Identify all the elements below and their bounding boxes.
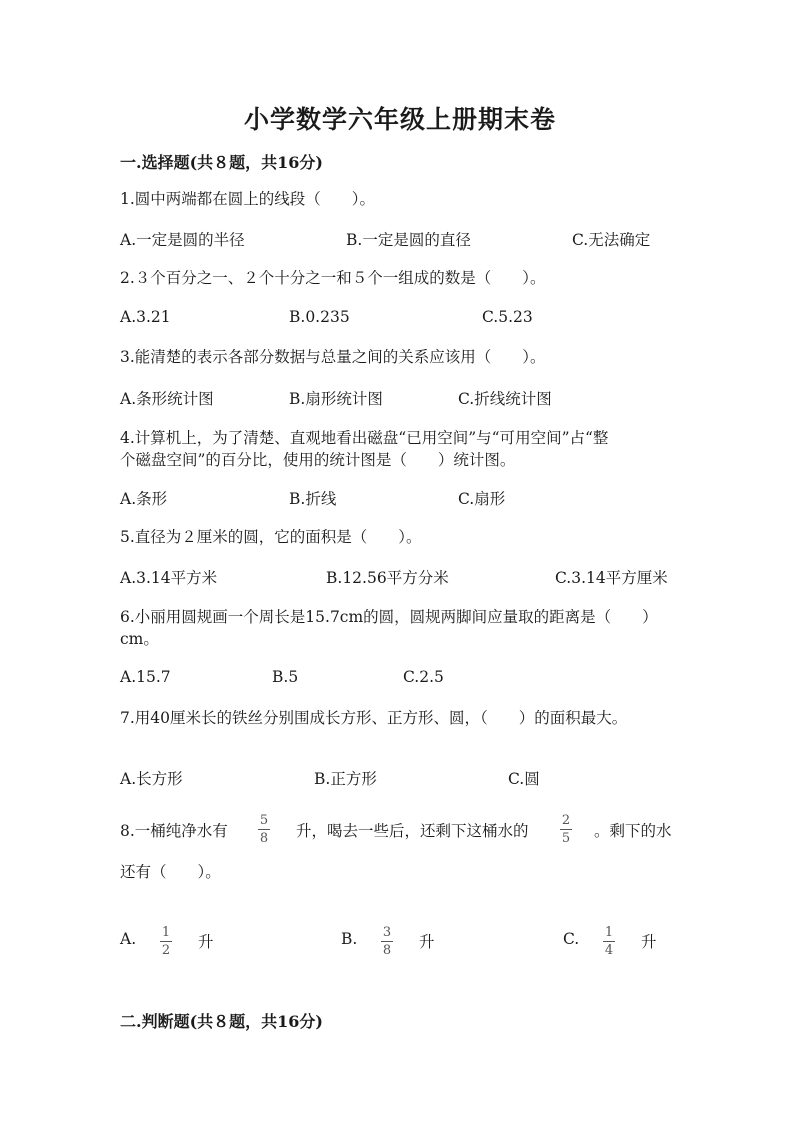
question-7-stem: 7.用40厘米长的铁丝分别围成长方形、正方形、圆，（ ）的面积最大。 bbox=[120, 709, 628, 727]
question-2-option-c: C.5.23 bbox=[482, 308, 533, 326]
question-5-option-b: B.12.56平方分米 bbox=[326, 569, 449, 587]
question-8-stem-part-b: 升，喝去一些后，还剩下这桶水的 bbox=[296, 822, 529, 840]
question-8-stem-part-a: 8.一桶纯净水有 bbox=[120, 822, 228, 840]
question-4-stem-line-1: 4.计算机上，为了清楚、直观地看出磁盘“已用空间”与“可用空间”占“整 bbox=[120, 429, 609, 447]
question-8-stem-part-c: 。剩下的水 bbox=[594, 822, 672, 840]
question-3-option-b: B.扇形统计图 bbox=[289, 390, 383, 408]
question-8-option-a-label: A. bbox=[120, 930, 137, 948]
fraction-bar bbox=[160, 941, 172, 942]
question-3-option-a: A.条形统计图 bbox=[120, 390, 214, 408]
fraction-bar bbox=[603, 941, 615, 942]
question-8-fraction-2 bbox=[560, 813, 572, 846]
question-8-option-a-fraction bbox=[160, 925, 172, 958]
fraction-denominator: 2 bbox=[161, 943, 171, 958]
question-2-option-a: A.3.21 bbox=[120, 308, 171, 326]
fraction-bar bbox=[560, 829, 572, 830]
question-8-option-c-label: C. bbox=[563, 930, 580, 948]
fraction-numerator: 1 bbox=[161, 925, 171, 940]
fraction-numerator: 2 bbox=[561, 813, 571, 828]
question-8-option-c-fraction bbox=[603, 925, 615, 958]
question-1-option-a: A.一定是圆的半径 bbox=[120, 231, 245, 249]
fraction-denominator: 8 bbox=[382, 943, 392, 958]
question-7-option-a: A.长方形 bbox=[120, 770, 183, 788]
question-1-option-b: B.一定是圆的直径 bbox=[346, 231, 471, 249]
question-8-option-b-label: B. bbox=[341, 930, 358, 948]
fraction-denominator: 4 bbox=[604, 943, 614, 958]
fraction-denominator: 8 bbox=[259, 831, 269, 846]
question-8-fraction-1 bbox=[258, 813, 270, 846]
page-title: 小学数学六年级上册期末卷 bbox=[243, 105, 556, 134]
question-3-option-c: C.折线统计图 bbox=[458, 390, 552, 408]
question-6-stem-line-1: 6.小丽用圆规画一个周长是15.7cm的圆，圆规两脚间应量取的距离是（ ） bbox=[120, 608, 658, 626]
question-6-option-a: A.15.7 bbox=[120, 668, 171, 686]
question-8-option-b-fraction bbox=[381, 925, 393, 958]
question-6-option-c: C.2.5 bbox=[403, 668, 444, 686]
question-3-stem: 3.能清楚的表示各部分数据与总量之间的关系应该用（ ）。 bbox=[120, 348, 546, 366]
fraction-numerator: 3 bbox=[382, 925, 392, 940]
question-2-option-b: B.0.235 bbox=[289, 308, 350, 326]
question-6-stem-line-2: cm。 bbox=[120, 630, 159, 648]
question-4-option-c: C.扇形 bbox=[458, 490, 506, 508]
fraction-denominator: 5 bbox=[561, 831, 571, 846]
question-8-option-b-unit: 升 bbox=[419, 933, 435, 951]
section-heading-choice: 一.选择题(共８题，共16分) bbox=[120, 153, 323, 172]
question-7-option-b: B.正方形 bbox=[314, 770, 377, 788]
question-8-option-c-unit: 升 bbox=[641, 933, 657, 951]
fraction-bar bbox=[258, 829, 270, 830]
question-8-stem-line-2: 还有（ ）。 bbox=[120, 863, 221, 881]
question-8-option-a-unit: 升 bbox=[198, 933, 214, 951]
question-5-option-a: A.3.14平方米 bbox=[120, 569, 218, 587]
question-4-stem-line-2: 个磁盘空间”的百分比，使用的统计图是（ ）统计图。 bbox=[120, 451, 516, 469]
question-1-stem: 1.圆中两端都在圆上的线段（ ）。 bbox=[120, 190, 376, 208]
question-4-option-a: A.条形 bbox=[120, 490, 168, 508]
section-heading-judgment: 二.判断题(共８题，共16分) bbox=[120, 1012, 323, 1031]
question-4-option-b: B.折线 bbox=[289, 490, 337, 508]
question-5-stem: 5.直径为２厘米的圆，它的面积是（ ）。 bbox=[120, 528, 422, 546]
fraction-numerator: 1 bbox=[604, 925, 614, 940]
fraction-numerator: 5 bbox=[259, 813, 269, 828]
question-2-stem: 2.３个百分之一、２个十分之一和５个一组成的数是（ ）。 bbox=[120, 269, 546, 287]
question-6-option-b: B.5 bbox=[272, 668, 299, 686]
fraction-bar bbox=[381, 941, 393, 942]
question-5-option-c: C.3.14平方厘米 bbox=[555, 569, 668, 587]
question-1-option-c: C.无法确定 bbox=[572, 231, 651, 249]
question-7-option-c: C.圆 bbox=[508, 770, 540, 788]
